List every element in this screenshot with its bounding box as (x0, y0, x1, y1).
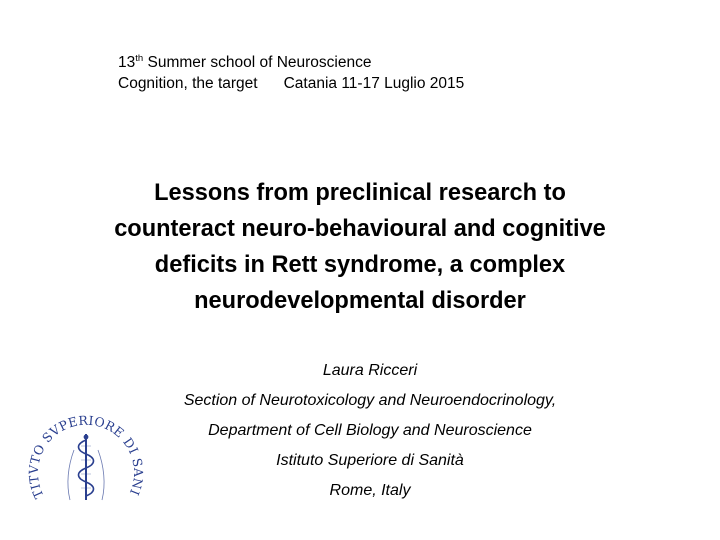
title-line-1: Lessons from preclinical research to (154, 180, 566, 206)
edition-superscript: th (135, 53, 144, 64)
affiliation-department: Department of Cell Biology and Neuroscience (208, 422, 532, 439)
presentation-title (40, 175, 680, 319)
title-line-2: counteract neuro-behavioural and cognitive (114, 216, 606, 242)
affiliation-institute: Istituto Superiore di Sanità (276, 452, 464, 469)
seal-lettering: TITVTO SVPERIORE DI SANI (26, 412, 146, 501)
venue-dates: Catania 11-17 Luglio 2015 (283, 75, 465, 92)
affiliation-location: Rome, Italy (329, 482, 411, 499)
school-name: Summer school of Neuroscience (147, 54, 372, 71)
seal-graphic (26, 404, 146, 524)
title-line-4: neurodevelopmental disorder (194, 288, 526, 314)
conference-header (118, 52, 464, 94)
author-block (60, 356, 680, 506)
school-theme: Cognition, the target (118, 75, 258, 92)
header-line-2 (118, 73, 464, 94)
author-name: Laura Ricceri (322, 362, 418, 379)
edition-number: 13 (118, 54, 136, 71)
staff-serpent-icon (79, 434, 94, 500)
affiliation-section: Section of Neurotoxicology and Neuroendocrinology, (183, 392, 557, 409)
institute-seal-logo (26, 404, 146, 524)
header-line-1 (118, 52, 464, 73)
title-line-3: deficits in Rett syndrome, a complex (154, 252, 566, 278)
